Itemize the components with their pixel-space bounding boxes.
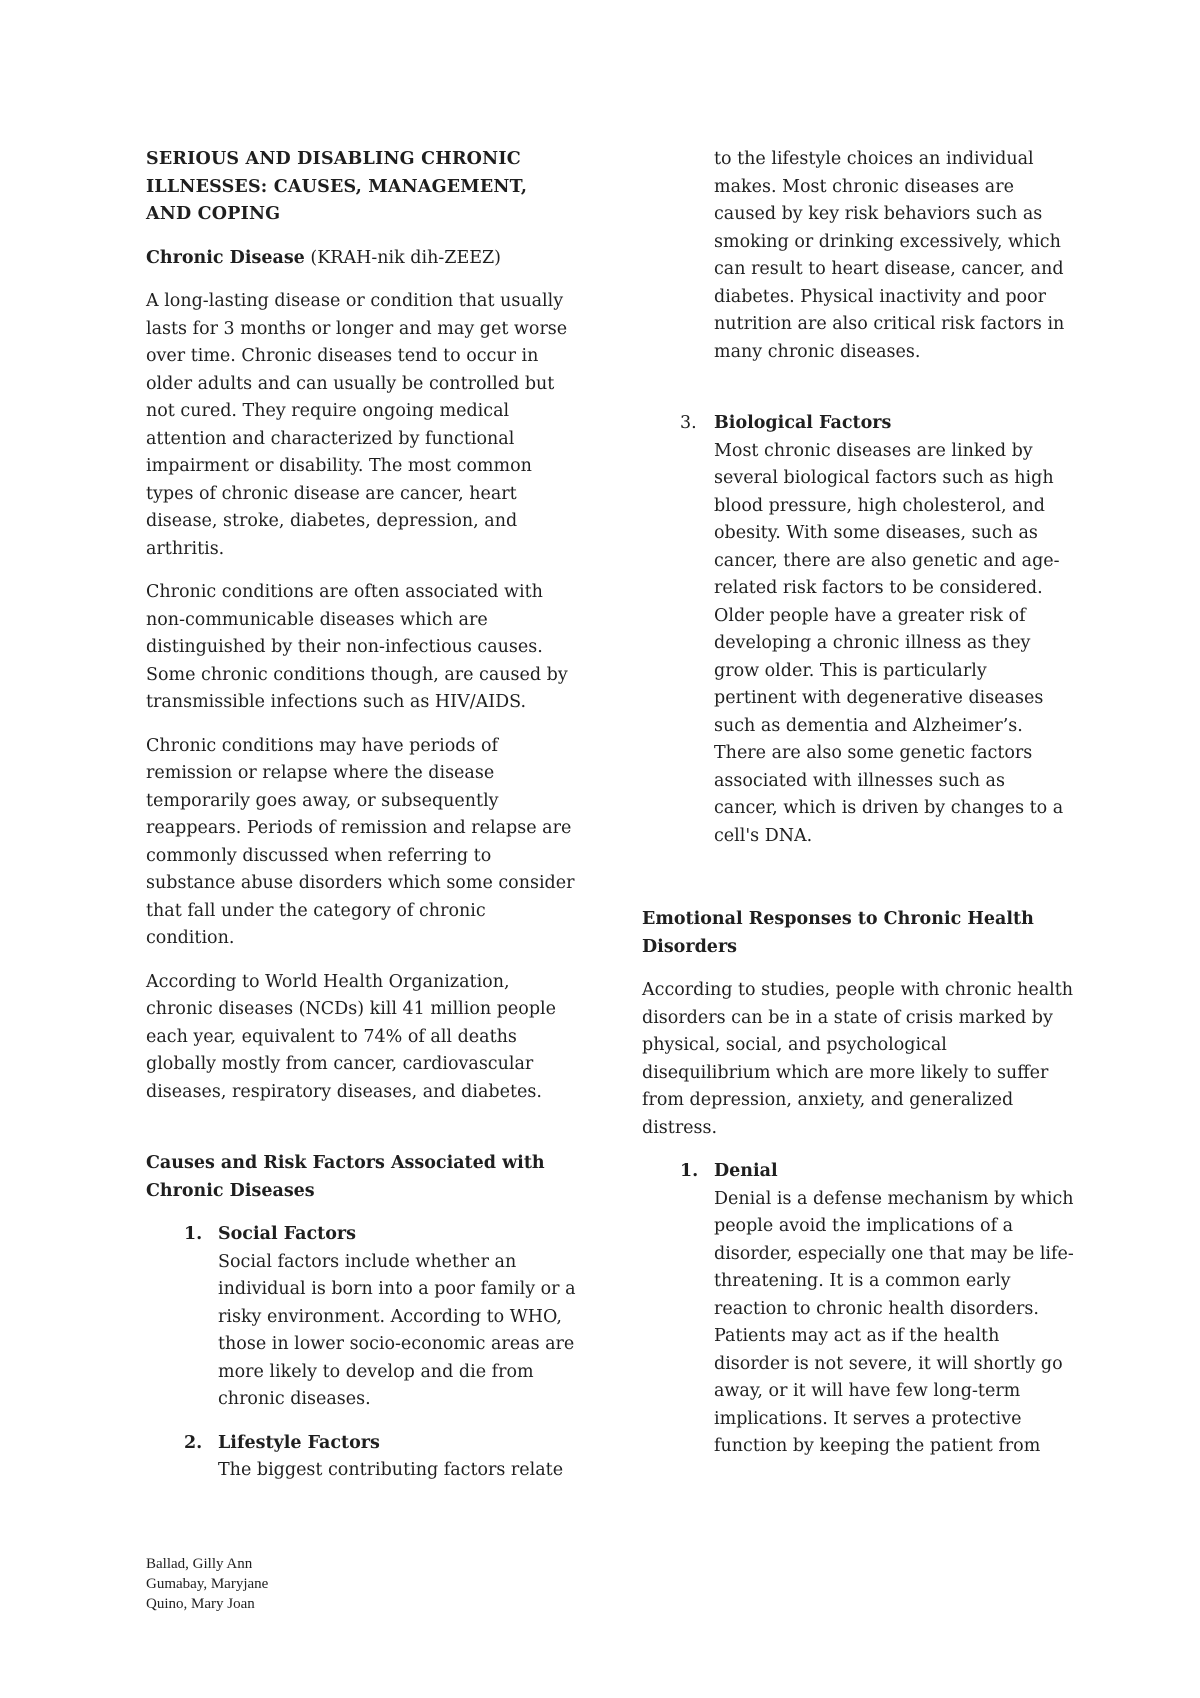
author-name: Quino, Mary Joan (146, 1596, 255, 1612)
intro-paragraph-2: Chronic conditions are often associated with non-communicable diseases which are distinguished by their non-infectious causes. Some chronic conditions though, are caused by transmissible infections such as HIV/AIDS. (146, 582, 568, 712)
emotional-heading: Emotional Responses to Chronic Health Disorders (642, 909, 1034, 957)
author-name: Ballad, Gilly Ann (146, 1556, 253, 1572)
list-item-title: Denial (714, 1161, 778, 1181)
author-name: Gumabay, Maryjane (146, 1576, 269, 1592)
intro-paragraph-1: A long-lasting disease or condition that usually lasts for 3 months or longer and may get worse over time. Chronic diseases tend to occur in older adults and can usually be controlled but not cured. They require ongoing medical attention and characterized by functional impairment or disability. The most common types of chronic disease are cancer, heart disease, stroke, diabetes, depression, and arthritis. (146, 291, 568, 559)
list-item-denial (642, 1158, 1074, 1461)
list-item-title: Social Factors (218, 1224, 356, 1244)
definition-pronunciation: (KRAH-nik dih-ZEEZ) (304, 247, 501, 268)
list-item-biological-factors (642, 410, 1074, 850)
causes-heading: Causes and Risk Factors Associated with Chronic Diseases (146, 1153, 545, 1201)
causes-list-continued (642, 410, 1074, 850)
right-column (642, 146, 1074, 1477)
list-item-body: Social factors include whether an individual is born into a poor family or a risky environment. According to WHO, those in lower socio-economic areas are more likely to develop and die from chronic diseases. (218, 1251, 576, 1409)
list-number: 1. (680, 1161, 699, 1181)
list-item-body: Denial is a defense mechanism by which people avoid the implications of a disorder, especially one that may be life-threatening. It is a common early reaction to chronic health disorders. Patients may act as if the health disorder is not severe, it will shortly go away, or it will have few long-term implications. It serves a protective function by keeping the patient from (714, 1188, 1074, 1456)
lifestyle-continued: to the lifestyle choices an individual makes. Most chronic diseases are caused by key risk behaviors such as smoking or drinking excessively, which can result to heart disease, cancer, and diabetes. Physical inactivity and poor nutrition are also critical risk factors in many chronic diseases. (714, 149, 1065, 362)
list-item-social-factors (146, 1221, 578, 1414)
list-item-body: Most chronic diseases are linked by several biological factors such as high blood pressure, high cholesterol, and obesity. With some diseases, such as cancer, there are also genetic and age-related risk factors to be considered. Older people have a greater risk of developing a chronic illness as they grow older. This is particularly pertinent with degenerative diseases such as dementia and Alzheimer’s. There are also some genetic factors associated with illnesses such as cancer, which is driven by changes to a cell's DNA. (714, 440, 1064, 846)
intro-paragraph-3: Chronic conditions may have periods of remission or relapse where the disease temporarily goes away, or subsequently reappears. Periods of remission and relapse are commonly discussed when referring to substance abuse disorders which some consider that fall under the category of chronic condition. (146, 735, 575, 948)
causes-list (146, 1221, 578, 1485)
definition-term: Chronic Disease (146, 247, 305, 268)
definition-line (146, 245, 578, 273)
list-number: 3. (680, 413, 697, 433)
emotional-list (642, 1158, 1074, 1461)
emotional-intro: According to studies, people with chronic health disorders can be in a state of crisis marked by physical, social, and psychological disequilibrium which are more likely to suffer from depression, anxiety, and generalized distress. (642, 980, 1074, 1138)
document-title: SERIOUS AND DISABLING CHRONIC ILLNESSES: CAUSES, MANAGEMENT, AND COPING (146, 149, 528, 224)
left-column (146, 146, 578, 1501)
intro-paragraph-4: According to World Health Organization, chronic diseases (NCDs) kill 41 million people each year, equivalent to 74% of all deaths globally mostly from cancer, cardiovascular diseases, respiratory diseases, and diabetes. (146, 971, 556, 1102)
list-item-lifestyle-factors (146, 1430, 578, 1485)
list-item-title: Biological Factors (714, 413, 892, 433)
list-item-title: Lifestyle Factors (218, 1432, 380, 1453)
authors-footer (146, 1554, 268, 1614)
list-item-body: The biggest contributing factors relate (218, 1460, 564, 1480)
list-number: 2. (184, 1432, 203, 1453)
list-number: 1. (184, 1224, 203, 1244)
